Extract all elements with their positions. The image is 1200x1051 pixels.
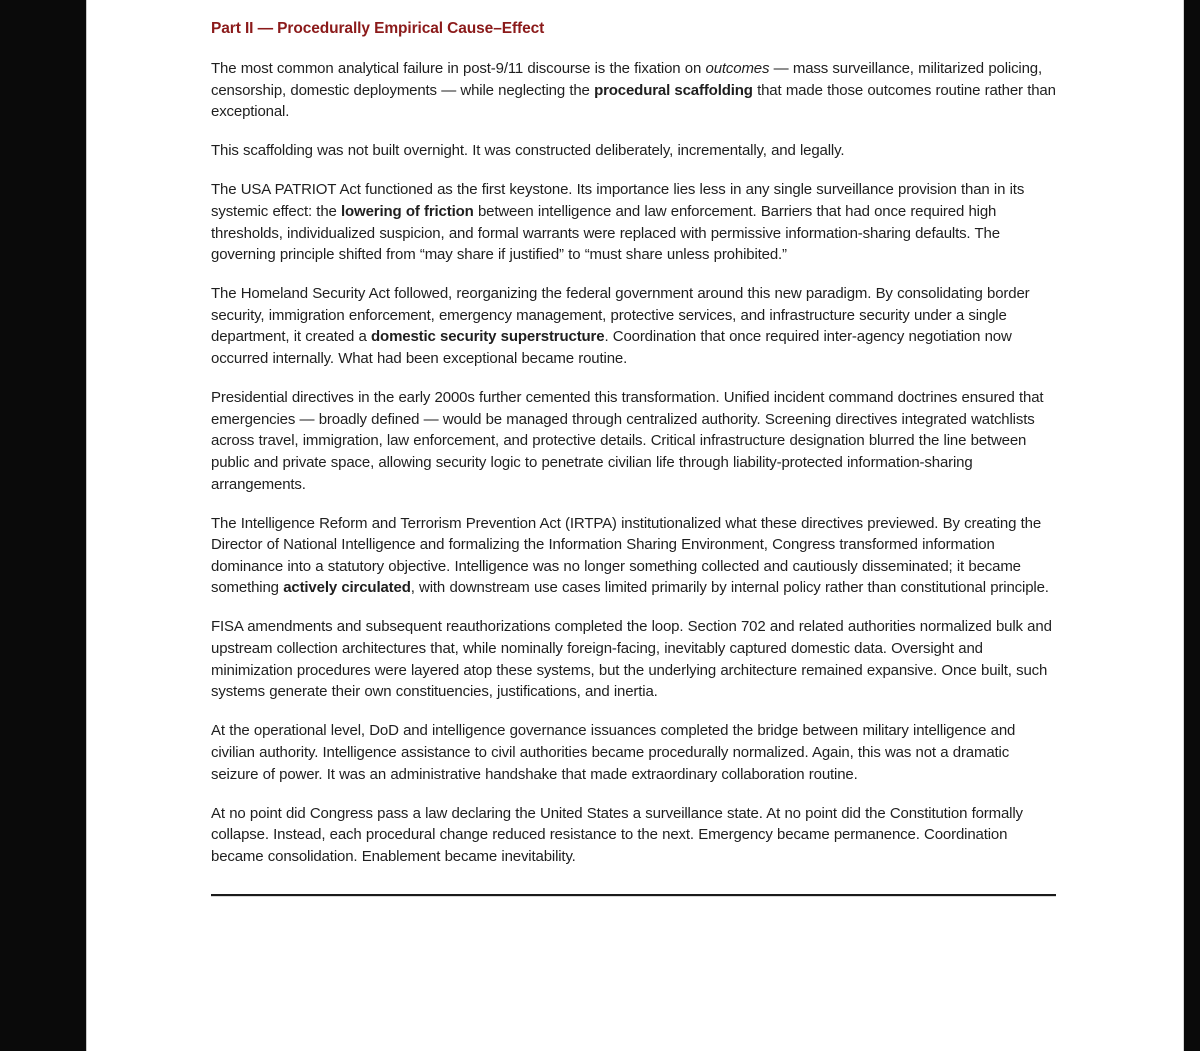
paragraph (211, 513, 1056, 599)
text-run: The Homeland Security Act followed, reorganizing the federal government around this new paradigm. By consolidating border security, immigration enforcement, emergency management, protective services, and infrastructure security under a single department, it created a (211, 285, 1030, 346)
paragraph (211, 616, 1056, 702)
text-run: Presidential directives in the early 2000s further cemented this transformation. Unified incident command doctrines ensured that emergencies — broadly defined — would be managed through centralized authority. Screening directives integrated watchlists across travel, immigration, law enforcement, and protective details. Critical infrastructure designation blurred the line between public and private space, allowing security logic to penetrate civilian life through liability-protected information-sharing arrangements. (211, 389, 1044, 493)
section-divider (211, 894, 1056, 897)
text-run: At no point did Congress pass a law declaring the United States a surveillance state. At no point did the Constitution formally collapse. Instead, each procedural change reduced resistance to the next. Emergency became permanence. Coordination became consolidation. Enablement became inevitability. (211, 804, 1023, 865)
text-run: This scaffolding was not built overnight. It was constructed deliberately, incrementally, and legally. (211, 142, 845, 160)
text-run: — mass surveillance, militarized policing, censorship, domestic deployments — while neglecting the (211, 60, 1043, 99)
text-run: between intelligence and law enforcement. Barriers that had once required high thresholds, individualized suspicion, and formal warrants were replaced with permissive information-sharing defaults. The governing principle shifted from “may share if justified” to “must share unless prohibited.” (211, 202, 1000, 264)
text-run: The most common analytical failure in post-9/11 discourse is the fixation on (211, 60, 706, 77)
text-run: FISA amendments and subsequent reauthorizations completed the loop. Section 702 and related authorities normalized bulk and upstream collection architectures that, while nominally foreign-facing, inevitably captured domestic data. Oversight and minimization procedures were layered atop these systems, but the underlying architecture remained expansive. Once built, such systems generate their own constituencies, justifications, and inertia. (211, 618, 1052, 701)
text-run: The Intelligence Reform and Terrorism Prevention Act (IRTPA) institutionalized what these directives previewed. By creating the Director of National Intelligence and formalizing the Information Sharing Environment, Congress transformed information dominance into a statutory objective. Intelligence was no longer something collected and cautiously disseminated; it became something (211, 514, 1042, 597)
text-run: domestic security superstructure (371, 328, 605, 346)
document-page (86, 0, 1184, 1051)
document-body (211, 58, 1056, 867)
section-heading: Part II — Procedurally Empirical Cause–Effect (211, 20, 545, 37)
text-run: actively circulated (283, 579, 411, 597)
text-run: The USA PATRIOT Act functioned as the first keystone. Its importance lies less in any single surveillance provision than in its systemic effect: the (211, 181, 1025, 220)
paragraph (211, 140, 1056, 162)
paragraph (211, 387, 1056, 495)
paragraph (211, 179, 1056, 265)
text-run: lowering of friction (341, 202, 474, 220)
text-run: procedural scaffolding (594, 81, 753, 99)
text-run: , with downstream use cases limited primarily by internal policy rather than constitutional principle. (410, 579, 1049, 597)
left-dark-margin (0, 0, 86, 1051)
paragraph (211, 803, 1056, 868)
right-dark-margin (1184, 0, 1200, 1051)
document-column (211, 0, 1056, 897)
paragraph (211, 283, 1056, 369)
text-run: At the operational level, DoD and intelligence governance issuances completed the bridge between military intelligence and civilian authority. Intelligence assistance to civil authorities became procedurally normalized. Again, this was not a dramatic seizure of power. It was an administrative handshake that made extraordinary collaboration routine. (211, 722, 1016, 783)
paragraph (211, 720, 1056, 785)
text-run: that made those outcomes routine rather than exceptional. (211, 81, 1056, 121)
text-run: . Coordination that once required inter-agency negotiation now occurred internally. What had been exceptional became routine. (211, 328, 1012, 368)
paragraph (211, 58, 1056, 123)
text-run: outcomes (705, 60, 770, 77)
